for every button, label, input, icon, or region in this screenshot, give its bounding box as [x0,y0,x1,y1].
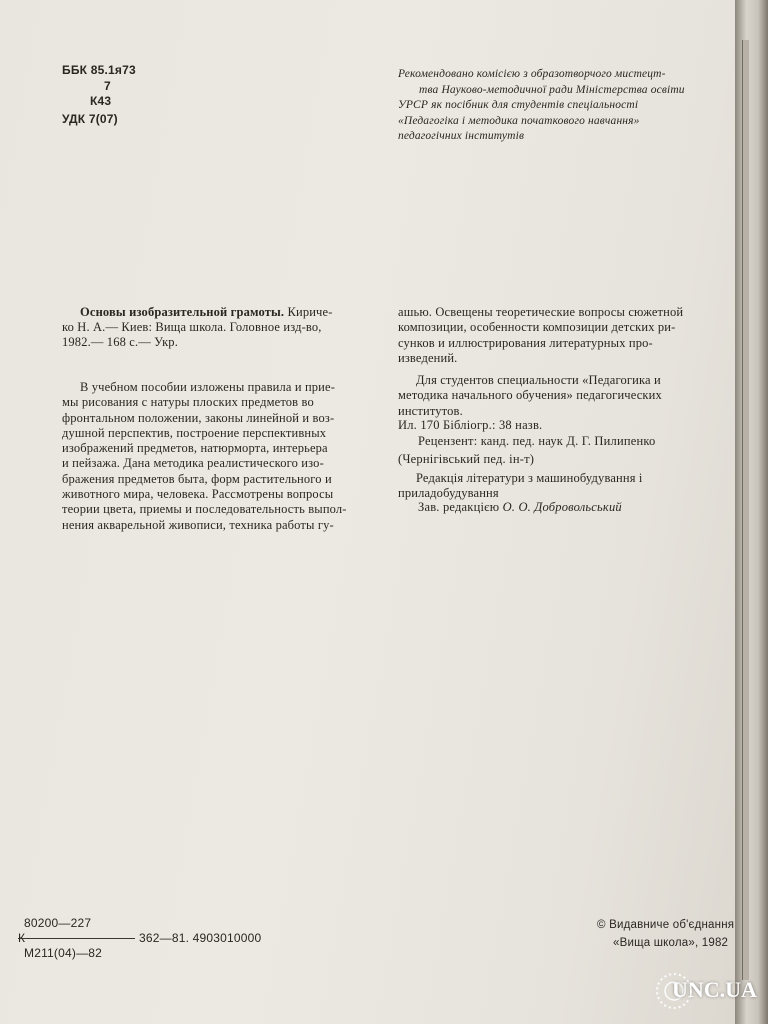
editorial-block [398,471,643,502]
abstract-line: В учебном пособии изложены правила и прие- [80,380,336,394]
audience-line: методика начального обучения» педагогических [398,388,662,403]
next-page-edge [742,40,749,980]
bbk-code: ББК 85.1я73 [62,63,136,77]
audience-line: институтов. [398,403,463,418]
abstract-line: бражения предметов быта, форм растительного и [62,471,332,486]
bibliographic-record [80,305,380,320]
editorial-line: Редакція літератури з машинобудування і [416,471,643,485]
abstract-line: сунков и иллюстрирования литературных про- [398,335,653,350]
abstract-line: изведений. [398,350,458,365]
abstract-line: фронтальном положении, законы линейной и воз- [62,410,335,425]
audience-block [398,373,662,419]
reviewer-name: канд. пед. наук Д. Г. Пилипенко [480,434,656,448]
abstract-line: теории цвета, приемы и последовательность выпол- [62,502,347,517]
author-code: К43 [90,94,112,108]
editorial-line: приладобудування [398,486,499,501]
reviewer-line [418,434,655,449]
catalog-number-top: 80200—227 [24,916,92,930]
editor-name: О. О. Добровольський [502,500,622,514]
recommendation-line: «Педагогіка і методика початкового навчання» [398,114,640,127]
abstract-line: мы рисования с натуры плоских предметов во [62,395,314,410]
recommendation-line: Рекомендовано комісією з образотворчого мистецт- [398,68,666,80]
editor-label: Зав. редакцією [418,500,500,514]
bbk-sub-code: 7 [104,79,111,93]
abstract-line: ашью. Освещены теоретические вопросы сюжетной [398,305,684,319]
audience-line: Для студентов специальности «Педагогика и [416,373,661,387]
abstract-line: животного мира, человека. Рассмотрены вопросы [62,487,334,502]
book-spine [735,0,768,1024]
udk-code: УДК 7(07) [62,112,118,126]
abstract-right-column [398,305,683,366]
catalog-number-middle: 362—81. 4903010000 [139,931,262,945]
reviewer-institute: (Чернігівський пед. ін-т) [398,452,535,466]
reviewer-label: Рецензент: [418,434,478,448]
editor-line [418,500,622,515]
abstract-left-column [62,380,347,533]
title-suffix: Кириче- [284,305,333,319]
publisher-line: «Вища школа», 1982 [613,937,729,949]
abstract-line: и пейзажа. Дана методика реалистического изо- [62,456,324,471]
abstract-line: изображений предметов, натюрморта, интерьера [62,441,328,456]
abstract-line: композиции, особенности композиции детских ри- [398,320,676,335]
book-title: Основы изобразительной грамоты. [80,305,285,319]
recommendation-block [398,67,685,145]
abstract-line: душной перспектив, построение перспективных [62,425,327,440]
illustrations-count: Ил. 170 Бібліогр.: 38 назв. [398,418,543,432]
recommendation-line: тва Науково-методичної ради Міністерства освіти [419,83,685,96]
biblio-line: ко Н. А.— Киев: Вища школа. Головное изд-во, [62,320,322,334]
copyright-line: © Видавниче об'єднання [597,919,735,931]
watermark-text: UNC.UA [672,977,757,1002]
bibliographic-record-cont [62,320,322,351]
abstract-line: нения акварельной живописи, техника работы гу- [62,517,334,532]
biblio-line: 1982.— 168 с.— Укр. [62,335,178,350]
recommendation-line: УРСР як посібник для студентів спеціальності [398,99,639,111]
catalog-k: К [18,931,26,945]
catalog-fraction-rule [18,938,135,939]
recommendation-line: педагогічних інститутів [398,130,525,142]
catalog-number-bottom: М211(04)—82 [24,946,103,960]
